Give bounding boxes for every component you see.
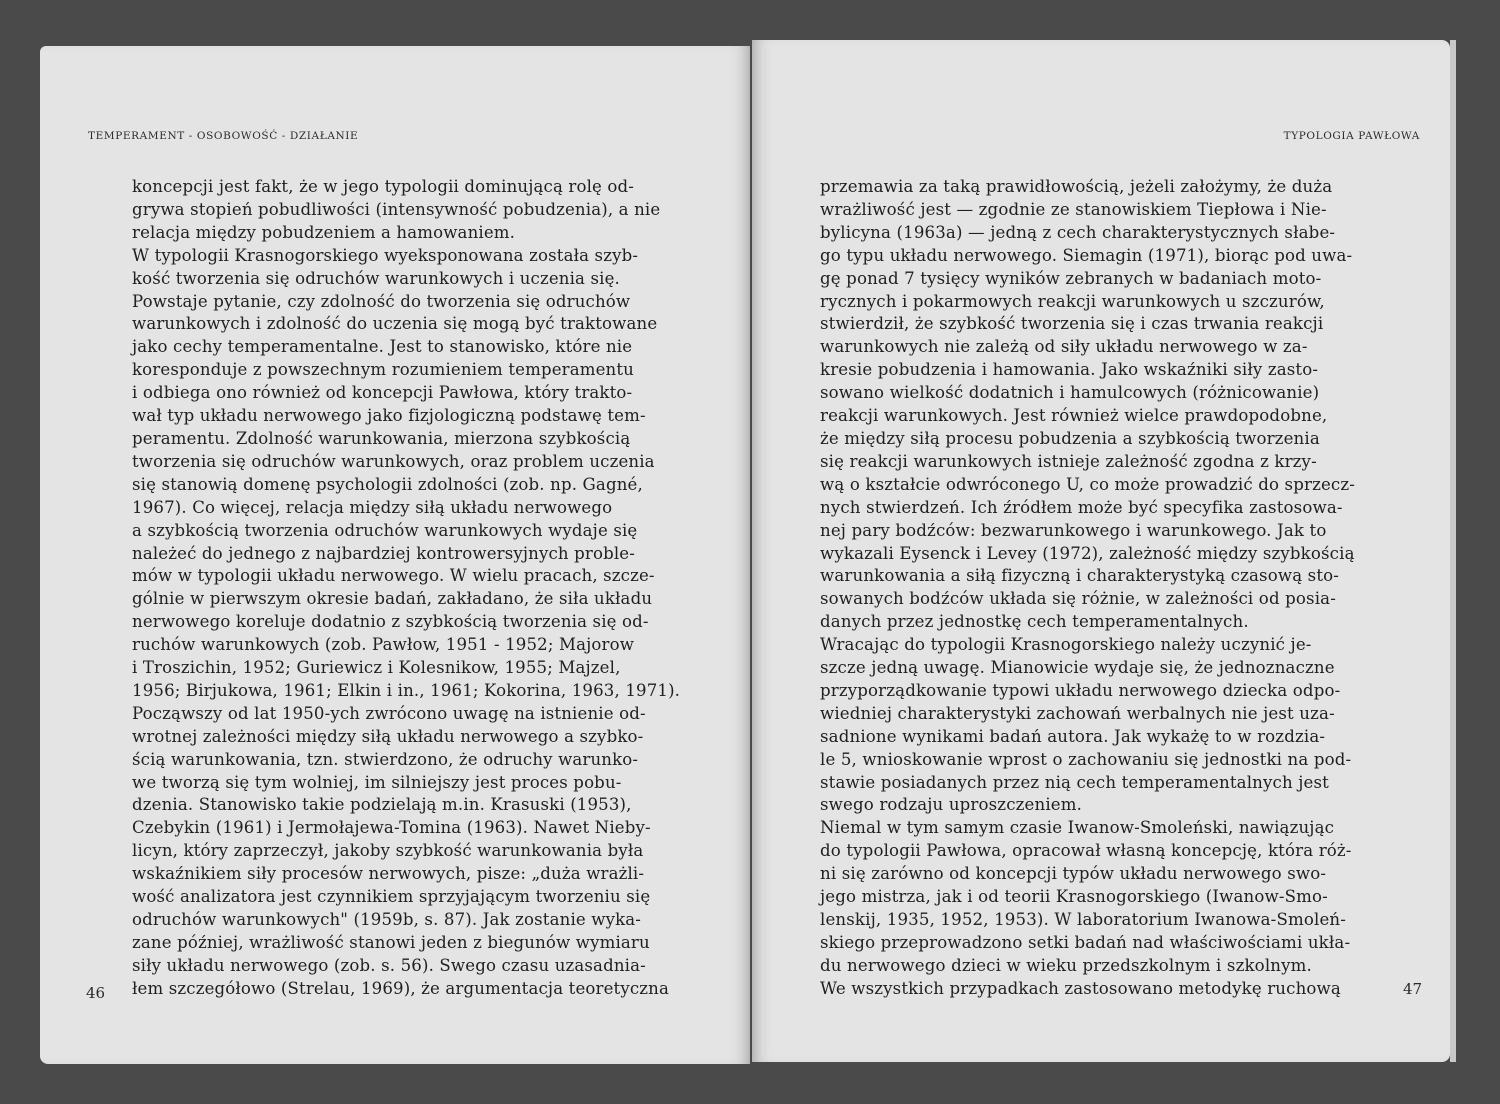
text-line: peramentu. Zdolność warunkowania, mierzona szybkością [132,428,631,448]
text-line: go typu układu nerwowego. Siemagin (1971), biorąc pod uwa- [820,245,1353,265]
text-line: le 5, wnioskowanie wprost o zachowaniu się jednostki na pod- [820,749,1352,769]
text-line: gę ponad 7 tysięcy wyników zebranych w badaniach moto- [820,268,1322,288]
text-line: wskaźnikiem siły procesów nerwowych, pisze: „duża wrażli- [132,864,645,884]
right-page-text [820,176,1355,1001]
text-line: i Troszichin, 1952; Guriewicz i Kolesnikow, 1955; Majzel, [132,658,621,678]
left-running-head: TEMPERAMENT - OSOBOWOŚĆ - DZIAŁANIE [88,130,359,142]
text-line: a szybkością tworzenia odruchów warunkowych wydaje się [132,520,638,540]
text-line: wrażliwość jest — zgodnie ze stanowiskiem Tiepłowa i Nie- [820,199,1327,219]
text-line: koncepcji jest fakt, że w jego typologii dominującą rolę od- [132,177,635,196]
text-line: łem szczegółowo (Strelau, 1969), że argumentacja teoretyczna [132,978,670,998]
left-page-number: 46 [86,984,106,1002]
text-line: dzenia. Stanowisko takie podzielają m.in. Krasuski (1953), [132,795,632,815]
text-line: warunkowych i zdolność do uczenia się mogą być traktowane [132,314,658,334]
text-line: gólnie w pierwszym okresie badań, zakładano, że siła układu [132,589,653,609]
text-line: należeć do jednego z najbardziej kontrowersyjnych proble- [132,543,635,563]
text-line: ni się zarówno od koncepcji typów układu nerwowego swo- [820,864,1327,884]
text-line: przemawia za taką prawidłowością, jeżeli założymy, że duża [820,177,1333,196]
text-line: szcze jedną uwagę. Mianowicie wydaje się, że jednoznaczne [820,658,1335,678]
text-line: 1956; Birjukowa, 1961; Elkin i in., 1961; Kokorina, 1963, 1971). [132,680,681,700]
text-line: 1967). Co więcej, relacja między siłą układu nerwowego [132,497,613,517]
text-line: rycznych i pokarmowych reakcji warunkowych u szczurów, [820,291,1325,311]
left-page [40,46,750,1064]
text-line: wiedniej charakterystyki zachowań werbalnych nie jest uza- [820,703,1335,723]
text-line: jego mistrza, jak i od teorii Krasnogorskiego (Iwanow-Smo- [820,887,1328,907]
right-page [752,40,1450,1062]
text-line: wą o kształcie odwróconego U, co może prowadzić do sprzecz- [820,474,1356,494]
left-page-text [132,176,681,1001]
text-line: licyn, który zaprzeczył, jakoby szybkość warunkowania była [132,841,644,861]
text-line: du nerwowego dzieci w wieku przedszkolnym i szkolnym. [820,955,1312,975]
text-line: mów w typologii układu nerwowego. W wielu pracach, szcze- [132,566,655,586]
text-line: W typologii Krasnogorskiego wyeksponowana została szyb- [132,245,639,265]
text-line: nej pary bodźców: bezwarunkowego i warunkowego. Jak to [820,520,1327,540]
text-line: się stanowią domenę psychologii zdolności (zob. np. Gagné, [132,474,643,494]
text-line: reakcji warunkowych. Jest również wielce prawdopodobne, [820,406,1328,426]
text-line: Powstaje pytanie, czy zdolność do tworzenia się odruchów [132,291,631,311]
text-line: swego rodzaju uproszczeniem. [820,795,1083,815]
text-line: sowano wielkość dodatnich i hamulcowych (różnicowanie) [820,383,1320,403]
page-edge [1450,40,1456,1062]
text-line: kresie pobudzenia i hamowania. Jako wskaźniki siły zasto- [820,360,1319,380]
text-line: nych stwierdzeń. Ich źródłem może być specyfika zastosowa- [820,497,1343,517]
text-line: stawie posiadanych przez nią cech temperamentalnych jest [820,772,1329,792]
text-line: stwierdził, że szybkość tworzenia się i czas trwania reakcji [820,314,1324,334]
text-line: wrotnej zależności między siłą układu nerwowego a szybko- [132,726,644,746]
text-line: i odbiega ono również od koncepcji Pawłowa, który trakto- [132,383,633,403]
text-line: tworzenia się odruchów warunkowych, oraz problem uczenia [132,451,655,471]
text-line: wał typ układu nerwowego jako fizjologiczną podstawę tem- [132,406,646,426]
text-line: się reakcji warunkowych istnieje zależność zgodna z krzy- [820,451,1317,471]
text-line: jako cechy temperamentalne. Jest to stanowisko, które nie [132,337,633,357]
right-page-number: 47 [1403,980,1423,998]
text-line: że między siłą procesu pobudzenia a szybkością tworzenia [820,428,1320,448]
text-line: wość analizatora jest czynnikiem sprzyjającym tworzeniu się [132,887,651,907]
text-line: Wracając do typologii Krasnogorskiego należy uczynić je- [820,635,1312,655]
text-line: bylicyna (1963a) — jedną z cech charakterystycznych słabe- [820,222,1336,242]
text-line: zane później, wrażliwość stanowi jeden z biegunów wymiaru [132,932,650,952]
text-line: siły układu nerwowego (zob. s. 56). Swego czasu uzasadnia- [132,955,646,975]
text-line: warunkowania a siłą fizyczną i charakterystyką czasową sto- [820,566,1340,586]
text-line: we tworzą się tym wolniej, im silniejszy jest proces pobu- [132,772,622,792]
text-line: koresponduje z powszechnym rozumieniem temperamentu [132,360,634,380]
text-line: grywa stopień pobudliwości (intensywność pobudzenia), a nie [132,199,661,219]
right-running-head: TYPOLOGIA PAWŁOWA [1283,130,1420,142]
text-line: Począwszy od lat 1950-ych zwrócono uwagę na istnienie od- [132,703,646,723]
text-line: ścią warunkowania, tzn. stwierdzono, że odruchy warunko- [132,749,639,769]
text-line: wykazali Eysenck i Levey (1972), zależność między szybkością [820,543,1355,563]
text-line: skiego przeprowadzono setki badań nad właściwościami ukła- [820,932,1351,952]
text-line: sadnione wynikami badań autora. Jak wykażę to w rozdzia- [820,726,1326,746]
text-line: nerwowego koreluje dodatnio z szybkością tworzenia się od- [132,612,649,632]
text-line: warunkowych nie zależą od siły układu nerwowego w za- [820,337,1308,357]
text-line: kość tworzenia się odruchów warunkowych i uczenia się. [132,268,620,288]
text-line: do typologii Pawłowa, opracował własną koncepcję, która róż- [820,841,1352,861]
text-line: Niemal w tym samym czasie Iwanow-Smoleński, nawiązując [820,818,1335,838]
text-line: danych przez jednostkę cech temperamentalnych. [820,612,1249,632]
text-line: We wszystkich przypadkach zastosowano metodykę ruchową [820,978,1341,998]
text-line: przyporządkowanie typowi układu nerwowego dziecka odpo- [820,680,1341,700]
text-line: lenskij, 1935, 1952, 1953). W laboratorium Iwanowa-Smoleń- [820,910,1347,929]
text-line: odruchów warunkowych" (1959b, s. 87). Jak zostanie wyka- [132,910,642,929]
text-line: Czebykin (1961) i Jermołajewa-Tomina (1963). Nawet Nieby- [132,818,651,838]
text-line: sowanych bodźców układa się różnie, w zależności od posia- [820,589,1336,609]
text-line: relacja między pobudzeniem a hamowaniem. [132,222,516,242]
text-line: ruchów warunkowych (zob. Pawłow, 1951 - 1952; Majorow [132,635,635,655]
